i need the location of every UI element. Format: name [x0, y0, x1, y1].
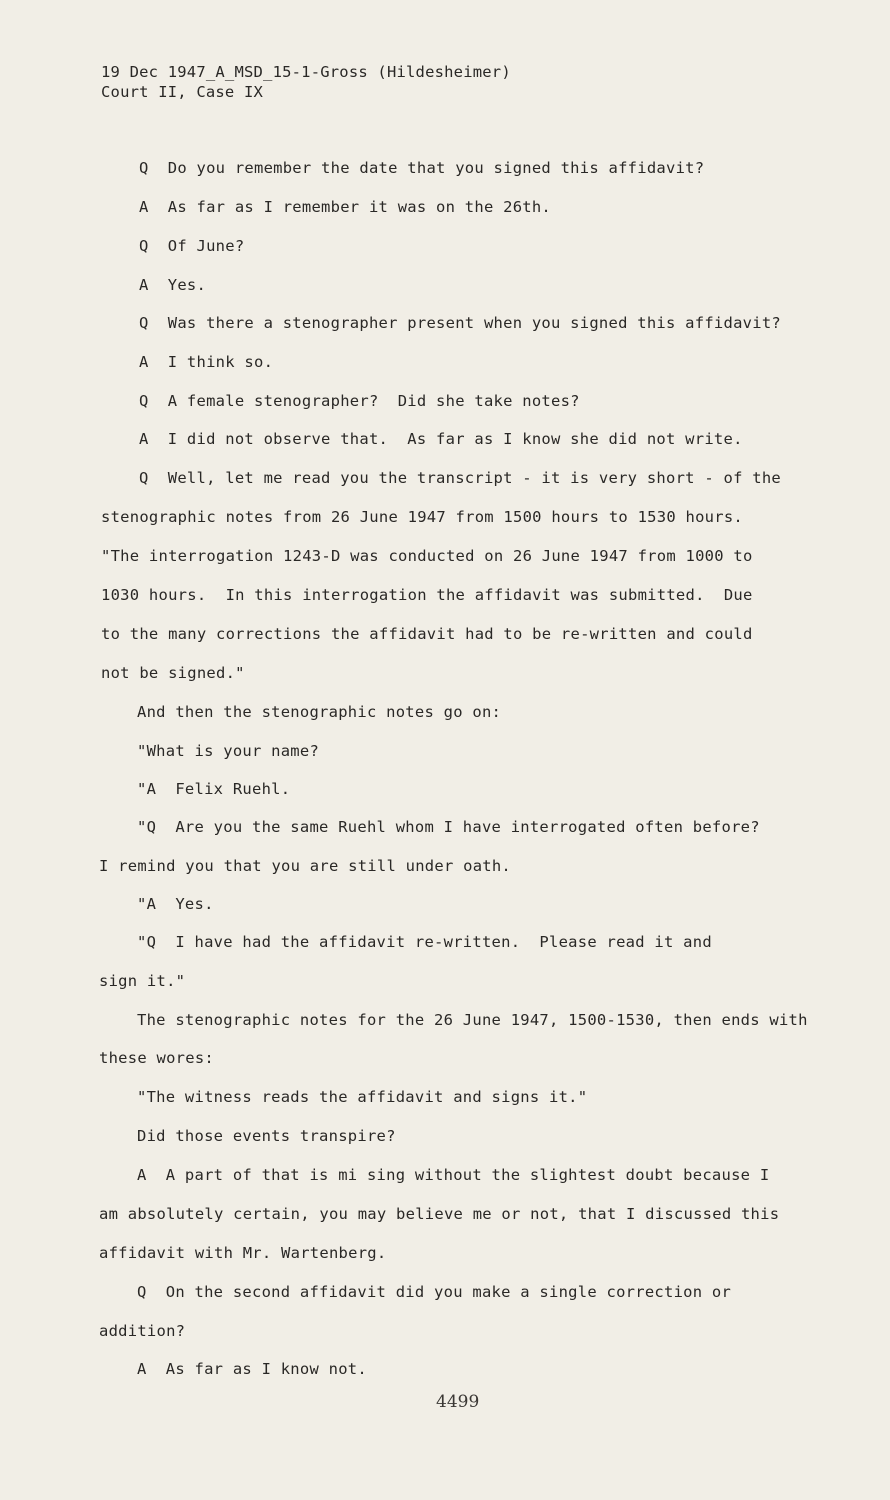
header-line-court-case: Court II, Case IX: [101, 83, 264, 101]
text-line: A As far as I remember it was on the 26th.: [139, 198, 552, 216]
text-line: Q A female stenographer? Did she take notes?: [139, 392, 580, 410]
text-line: "What is your name?: [137, 742, 320, 760]
text-line: not be signed.": [101, 664, 245, 682]
text-line: Q Do you remember the date that you signed this affidavit?: [139, 159, 705, 177]
text-line: to the many corrections the affidavit had to be re-written and could: [101, 625, 753, 643]
text-line: And then the stenographic notes go on:: [137, 703, 502, 721]
text-line: Q On the second affidavit did you make a single correction or: [137, 1283, 732, 1301]
text-line: am absolutely certain, you may believe me or not, that I discussed this: [99, 1205, 780, 1223]
text-line: Did those events transpire?: [137, 1127, 396, 1145]
text-line: sign it.": [99, 972, 186, 990]
text-line: A I did not observe that. As far as I know she did not write.: [139, 430, 743, 448]
text-line: Q Well, let me read you the transcript - it is very short - of the: [139, 469, 781, 487]
text-line: 1030 hours. In this interrogation the affidavit was submitted. Due: [101, 586, 753, 604]
text-line: "The witness reads the affidavit and signs it.": [137, 1088, 588, 1106]
text-line: A Yes.: [139, 276, 207, 294]
text-line: addition?: [99, 1322, 186, 1340]
text-line: "Q I have had the affidavit re-written. Please read it and: [137, 933, 712, 951]
text-line: stenographic notes from 26 June 1947 from 1500 hours to 1530 hours.: [101, 508, 743, 526]
text-line: "Q Are you the same Ruehl whom I have interrogated often before?: [137, 818, 760, 836]
text-line: A I think so.: [139, 353, 274, 371]
text-line: Q Of June?: [139, 237, 245, 255]
document-header: [101, 62, 511, 102]
text-line: "A Felix Ruehl.: [137, 780, 291, 798]
text-line: affidavit with Mr. Wartenberg.: [99, 1244, 387, 1262]
page-number: 4499: [436, 1392, 480, 1412]
text-line: A As far as I know not.: [137, 1360, 367, 1378]
text-line: "The interrogation 1243-D was conducted on 26 June 1947 from 1000 to: [101, 547, 753, 565]
text-line: Q Was there a stenographer present when you signed this affidavit?: [139, 314, 781, 332]
text-line: these wores:: [99, 1049, 214, 1067]
header-line-date-reference: 19 Dec 1947_A_MSD_15-1-Gross (Hildesheimer): [101, 63, 511, 81]
text-line: The stenographic notes for the 26 June 1947, 1500-1530, then ends with: [137, 1011, 808, 1029]
text-line: "A Yes.: [137, 895, 214, 913]
text-line: I remind you that you are still under oath.: [99, 857, 512, 875]
text-line: A A part of that is mi sing without the slightest doubt because I: [137, 1166, 770, 1184]
